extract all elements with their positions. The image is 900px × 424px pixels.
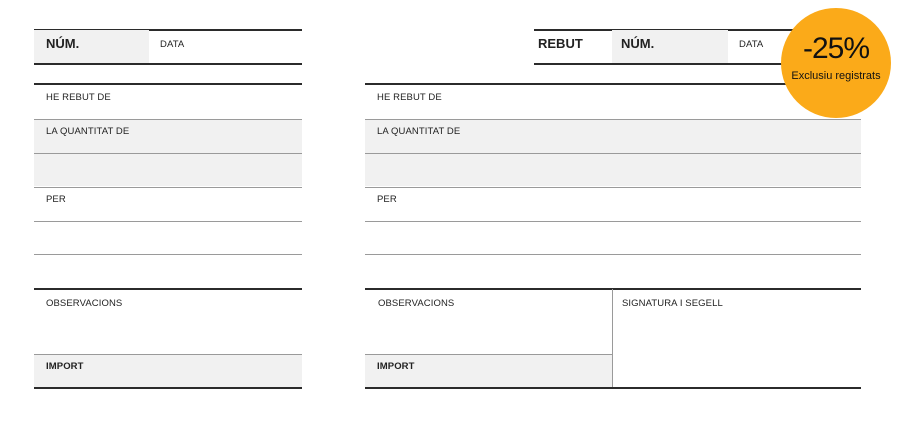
right-footer-top-rule bbox=[365, 288, 861, 290]
left-footer-top-rule bbox=[34, 288, 302, 290]
right-row-divider bbox=[365, 254, 861, 255]
right-num-label: NÚM. bbox=[621, 36, 655, 51]
left-row-divider bbox=[34, 221, 302, 222]
left-received-from-label: HE REBUT DE bbox=[46, 92, 111, 103]
right-signature-divider bbox=[612, 289, 613, 387]
right-for-label: PER bbox=[377, 194, 397, 205]
left-header-bottom-rule bbox=[34, 63, 302, 65]
right-received-from-label: HE REBUT DE bbox=[377, 92, 442, 103]
right-date-label: DATA bbox=[739, 39, 764, 50]
left-row-divider bbox=[34, 187, 302, 188]
right-row-divider bbox=[365, 187, 861, 188]
left-row-divider bbox=[34, 254, 302, 255]
right-signature-label: SIGNATURA I SEGELL bbox=[622, 298, 723, 309]
left-amount-label: LA QUANTITAT DE bbox=[46, 126, 130, 137]
right-receipt-title: REBUT bbox=[538, 36, 583, 51]
right-row-divider bbox=[365, 153, 861, 154]
left-observations-label: OBSERVACIONS bbox=[46, 298, 123, 309]
right-import-label: IMPORT bbox=[377, 361, 415, 372]
left-row-divider bbox=[34, 153, 302, 154]
left-body-top-rule bbox=[34, 83, 302, 85]
discount-badge-text: Exclusiu registrats bbox=[791, 70, 881, 82]
left-import-label: IMPORT bbox=[46, 361, 84, 372]
left-num-label: NÚM. bbox=[46, 36, 80, 51]
right-amount-label: LA QUANTITAT DE bbox=[377, 126, 461, 137]
left-footer-bottom-rule bbox=[34, 387, 302, 389]
right-row-divider bbox=[365, 221, 861, 222]
discount-percent: -25% bbox=[802, 32, 870, 65]
left-for-label: PER bbox=[46, 194, 66, 205]
left-date-label: DATA bbox=[160, 39, 185, 50]
right-observations-label: OBSERVACIONS bbox=[378, 298, 455, 309]
right-footer-bottom-rule bbox=[365, 387, 861, 389]
discount-badge[interactable] bbox=[781, 8, 891, 118]
